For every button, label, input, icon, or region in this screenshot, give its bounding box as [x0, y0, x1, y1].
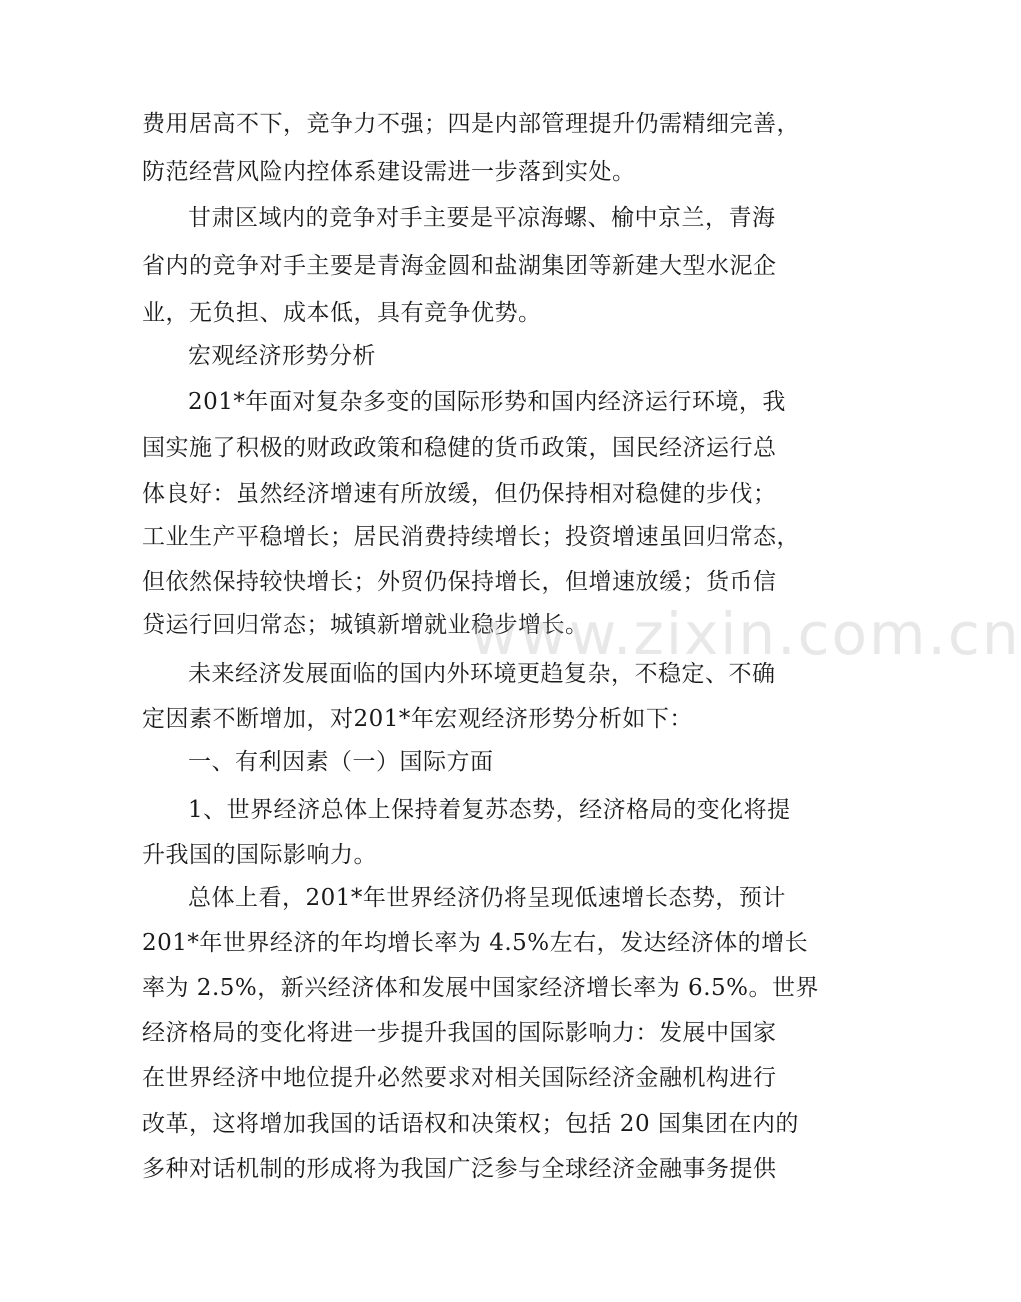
text-line: 多种对话机制的形成将为我国广泛参与全球经济金融事务提供	[142, 1156, 777, 1182]
text-line: 体良好：虽然经济增速有所放缓，但仍保持相对稳健的步伐；	[142, 481, 777, 507]
section-heading: 一、有利因素（一）国际方面	[188, 749, 494, 775]
text-line: 201*年世界经济的年均增长率为 4.5%左右，发达经济体的增长	[142, 930, 809, 956]
text-line: 升我国的国际影响力。	[142, 842, 377, 868]
watermark: www.zixin.com.cn	[470, 600, 1021, 668]
text-line: 防范经营风险内控体系建设需进一步落到实处。	[142, 159, 636, 185]
text-line: 省内的竞争对手主要是青海金圆和盐湖集团等新建大型水泥企	[142, 253, 777, 279]
paragraph-first-line: 201*年面对复杂多变的国际形势和国内经济运行环境，我	[188, 389, 786, 415]
section-heading: 宏观经济形势分析	[188, 343, 376, 369]
paragraph-first-line: 1、世界经济总体上保持着复苏态势，经济格局的变化将提	[188, 797, 791, 823]
text-line: 经济格局的变化将进一步提升我国的国际影响力：发展中国家	[142, 1020, 777, 1046]
text-line: 但依然保持较快增长；外贸仍保持增长，但增速放缓；货币信	[142, 569, 777, 595]
text-line: 贷运行回归常态；城镇新增就业稳步增长。	[142, 612, 589, 638]
paragraph-first-line: 甘肃区域内的竞争对手主要是平凉海螺、榆中京兰，青海	[188, 205, 776, 231]
text-line: 国实施了积极的财政政策和稳健的货币政策，国民经济运行总	[142, 435, 777, 461]
text-line: 定因素不断增加，对201*年宏观经济形势分析如下：	[142, 706, 693, 732]
text-line: 费用居高不下，竞争力不强；四是内部管理提升仍需精细完善，	[142, 111, 800, 137]
text-line: 率为 2.5%，新兴经济体和发展中国家经济增长率为 6.5%。世界	[142, 975, 819, 1001]
paragraph-first-line: 总体上看，201*年世界经济仍将呈现低速增长态势，预计	[188, 885, 786, 911]
text-line: 在世界经济中地位提升必然要求对相关国际经济金融机构进行	[142, 1065, 777, 1091]
paragraph-first-line: 未来经济发展面临的国内外环境更趋复杂，不稳定、不确	[188, 661, 776, 687]
text-line: 工业生产平稳增长；居民消费持续增长；投资增速虽回归常态，	[142, 524, 800, 550]
text-line: 业，无负担、成本低，具有竞争优势。	[142, 300, 542, 326]
text-line: 改革，这将增加我国的话语权和决策权；包括 20 国集团在内的	[142, 1111, 799, 1137]
